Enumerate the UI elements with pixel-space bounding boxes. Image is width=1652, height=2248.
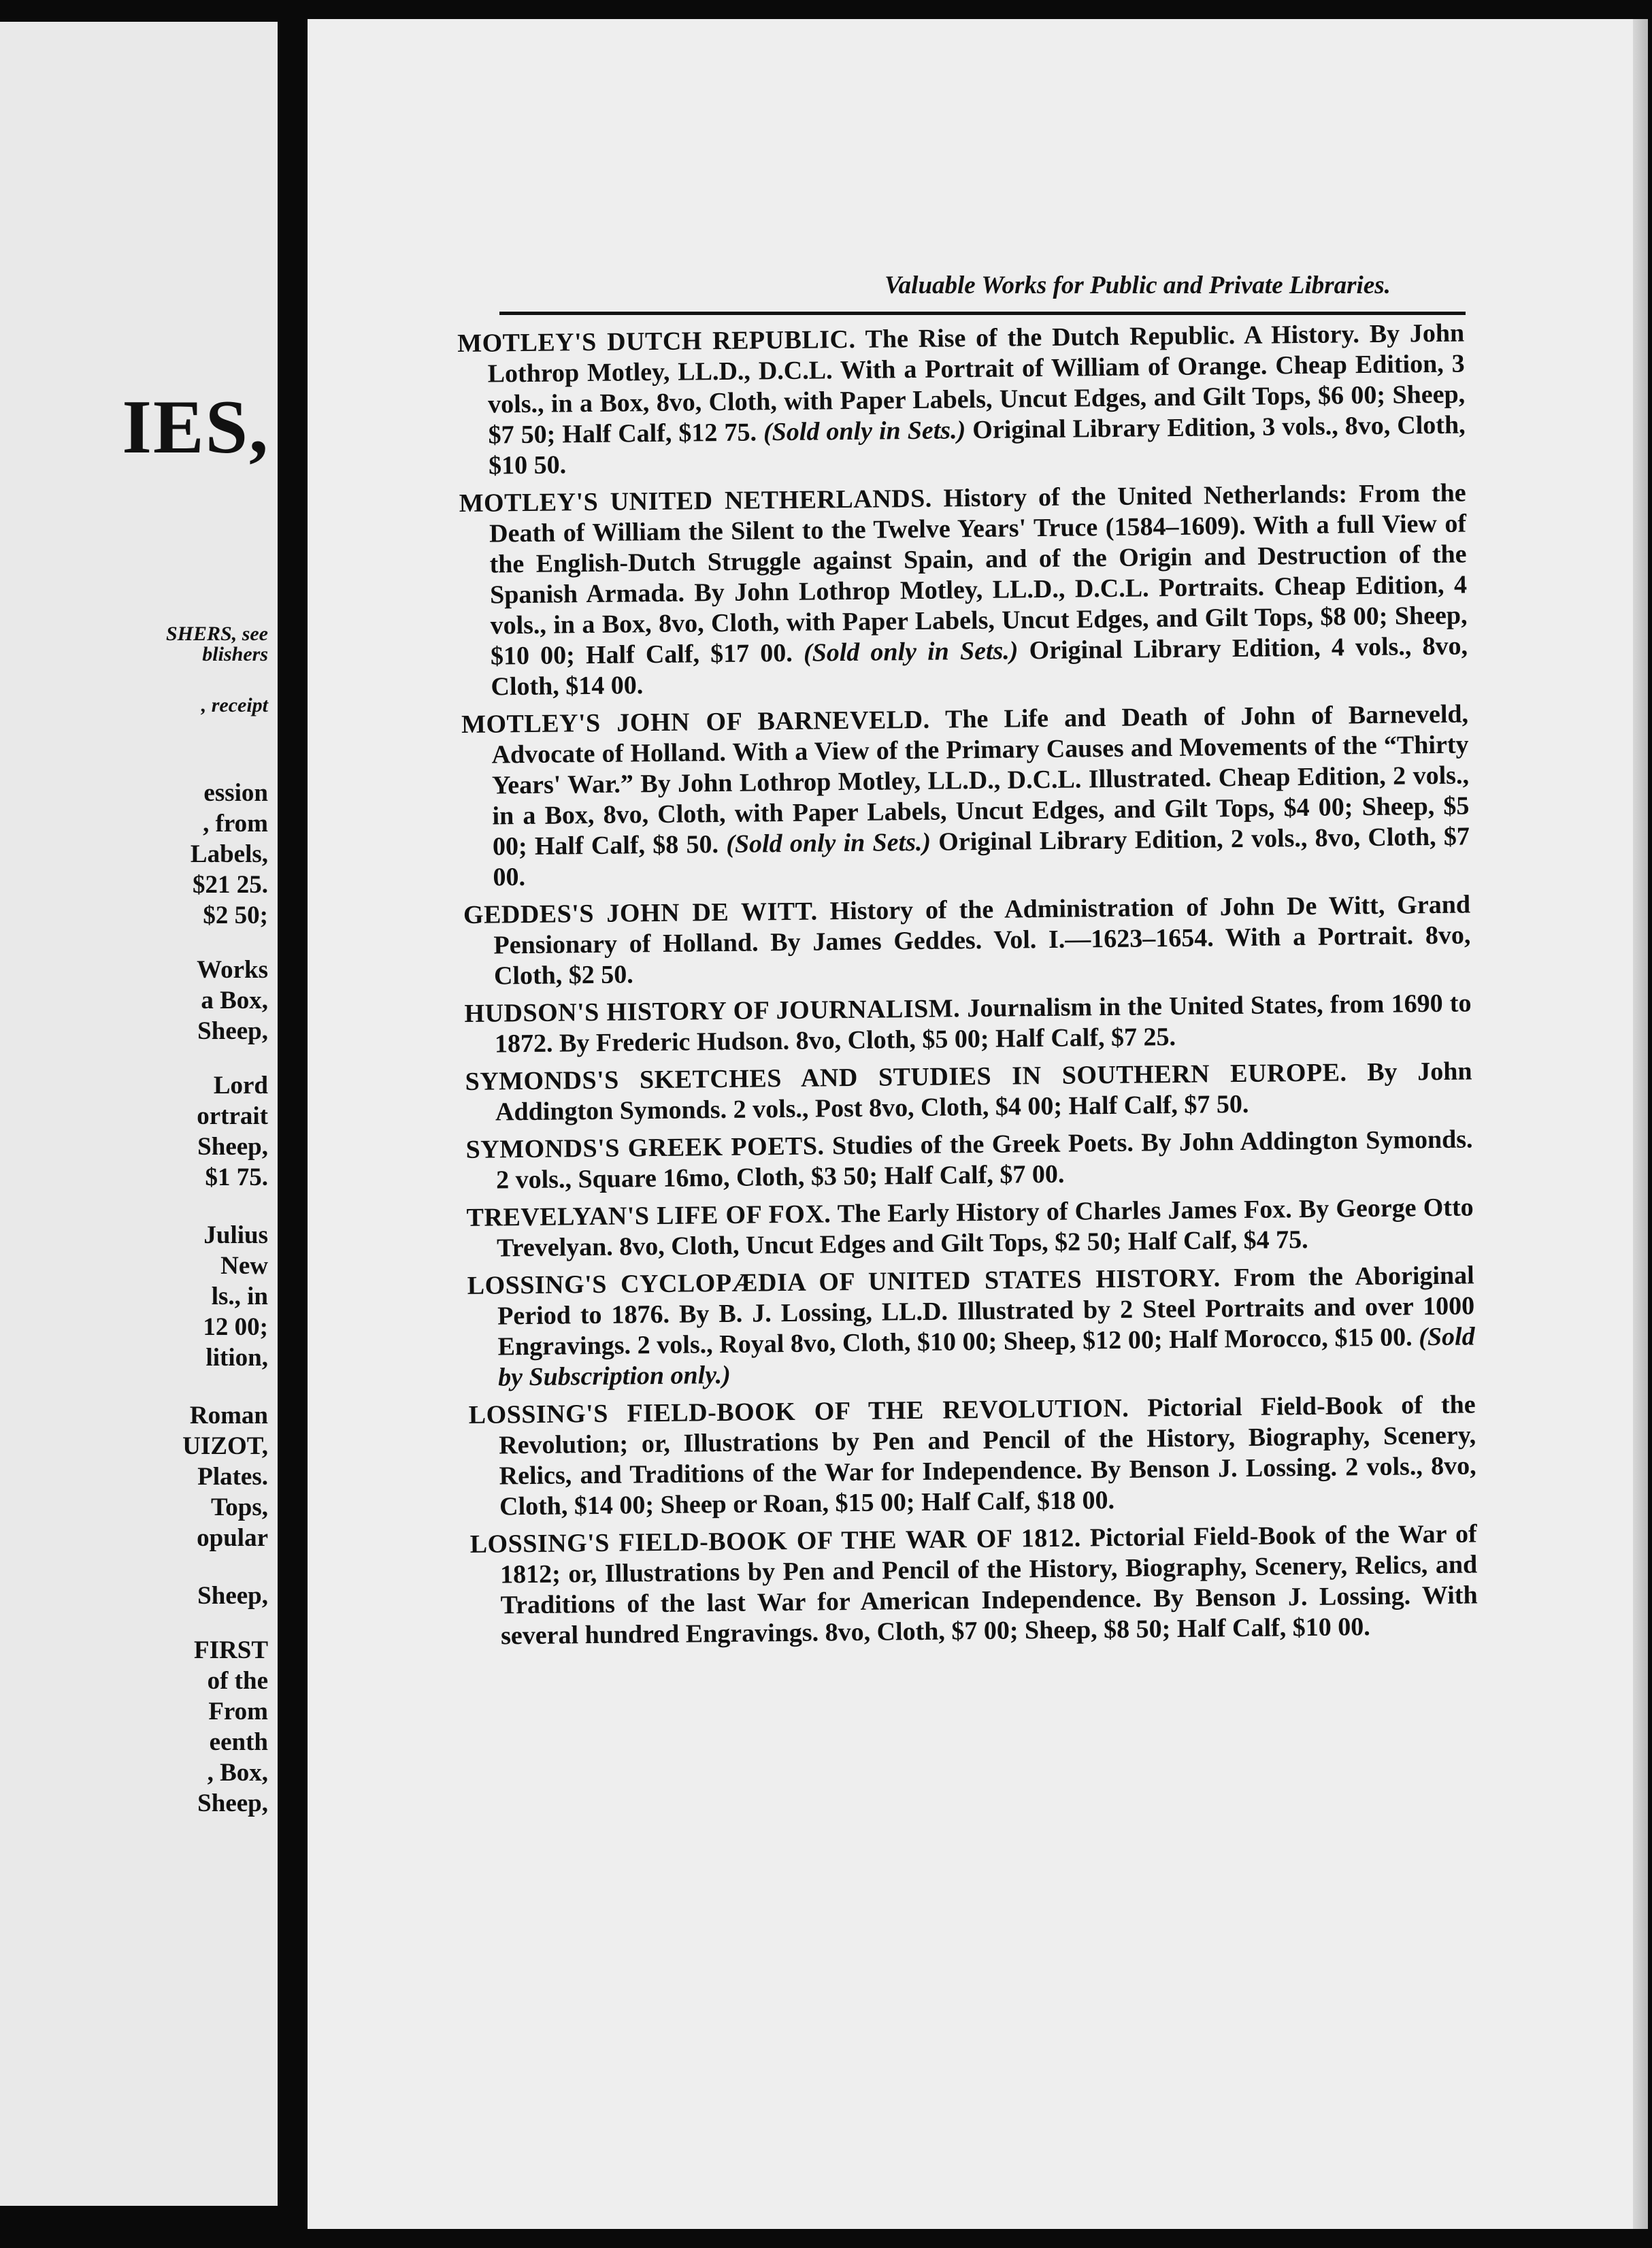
entry-tail: Original Library Edition, 4 vols., 8vo, Cloth, $14 00. <box>491 631 1468 701</box>
catalog-entry <box>465 1056 1472 1127</box>
entry-body: History of the United Netherlands: From the Death of William the Silent to the Twelve Years' Truce (1584–1609). With a full View of the English-Dutch Struggle against Spain, and of the Origin and Destruction of the Spanish Armada. By John Lothrop Motley, LL.D., D.C.L. Portraits. Cheap Edition, 4 vols., in a Box, 8vo, Cloth, with Paper Labels, Uncut Edges, and Gilt Tops, $8 00; Sheep, $10 00; Half Calf, $17 00. <box>489 478 1468 671</box>
entry-body: Studies of the Greek Poets. By John Addington Symonds. 2 vols., Square 16mo, Cloth, $3 50; Half Calf, $7 00. <box>495 1125 1473 1195</box>
entry-body: The Early History of Charles James Fox. By George Otto Trevelyan. 8vo, Cloth, Uncut Edges and Gilt Tops, $2 50; Half Calf, $4 75. <box>496 1193 1474 1263</box>
entry-note: (Sold only in Sets.) <box>726 827 931 859</box>
left-facing-page <box>0 22 278 2206</box>
left-page-line: Works <box>197 956 268 984</box>
catalog-entry <box>461 699 1470 893</box>
left-page-line: , Box, <box>207 1759 268 1787</box>
entry-heading: LOSSING'S FIELD-BOOK OF THE WAR OF 1812. <box>469 1523 1081 1559</box>
left-page-line: Sheep, <box>197 1017 268 1045</box>
page-edge-shadow <box>1633 19 1648 2229</box>
catalog-entry <box>467 1260 1476 1393</box>
catalog-entry <box>463 889 1471 991</box>
entry-body: Pictorial Field-Book of the War of 1812; or, Illustrations by Pen and Pencil of the History, Biography, Scenery, Relics, and Traditions of the last War for American Independence. By Benson J. Lossing. With several hundred Engravings. 8vo, Cloth, $7 00; Sheep, $8 50; Half Calf, $10 00. <box>499 1519 1478 1651</box>
left-page-title-fragment: IES, <box>122 385 269 469</box>
left-page-line: New <box>220 1252 268 1280</box>
left-page-line: lition, <box>205 1344 268 1372</box>
left-page-line: , receipt <box>201 694 268 716</box>
left-page-line: Sheep, <box>197 1582 268 1610</box>
entry-tail: Original Library Edition, 2 vols., 8vo, Cloth, $7 00. <box>493 822 1470 892</box>
entry-heading: LOSSING'S FIELD-BOOK OF THE REVOLUTION. <box>468 1393 1129 1429</box>
left-page-line: Sheep, <box>197 1789 268 1817</box>
left-page-line: Roman <box>189 1402 268 1429</box>
left-page-line: Julius <box>203 1221 268 1249</box>
entry-heading: MOTLEY'S DUTCH REPUBLIC. <box>457 325 856 358</box>
header-rule <box>499 312 1466 315</box>
catalog-entry <box>468 1389 1476 1522</box>
entry-tail: Original Library Edition, 3 vols., 8vo, Cloth, $10 50. <box>488 410 1466 480</box>
left-page-line: $1 75. <box>205 1163 268 1191</box>
entry-body: From the Aboriginal Period to 1876. By B. J. Lossing, LL.D. Illustrated by 2 Steel Portraits and over 1000 Engravings. 2 vols., Royal 8vo, Cloth, $10 00; Sheep, $12 00; Half Morocco, $15 00. <box>497 1261 1475 1361</box>
catalog-entries <box>457 318 1478 1659</box>
entry-body: The Life and Death of John of Barneveld, Advocate of Holland. With a View of the Primary Causes and Movements of the “Thirty Years' War.” By John Lothrop Motley, LL.D., D.C.L. Illustrated. Cheap Edition, 2 vols., in a Box, 8vo, Cloth, with Paper Labels, Uncut Edges, and Gilt Tops, $4 00; Sheep, $5 00; Half Calf, $8 50. <box>491 699 1470 861</box>
left-page-line: UIZOT, <box>182 1432 268 1460</box>
left-page-line: $2 50; <box>203 902 268 929</box>
entry-body: By John Addington Symonds. 2 vols., Post 8vo, Cloth, $4 00; Half Calf, $7 50. <box>495 1057 1472 1127</box>
left-page-line: of the <box>207 1667 268 1695</box>
entry-heading: SYMONDS'S SKETCHES AND STUDIES IN SOUTHERN EUROPE. <box>465 1058 1347 1096</box>
catalog-entry <box>469 1519 1478 1651</box>
left-page-line: ls., in <box>211 1283 268 1310</box>
catalog-entry <box>459 478 1468 702</box>
entry-heading: HUDSON'S HISTORY OF JOURNALISM. <box>464 994 961 1028</box>
left-page-line: Plates. <box>197 1463 268 1491</box>
entry-note: (Sold only in Sets.) <box>803 636 1019 667</box>
catalog-entry <box>457 318 1466 482</box>
left-page-line: 12 00; <box>203 1313 268 1341</box>
left-page-line: SHERS, see <box>165 623 268 645</box>
entry-body: Journalism in the United States, from 1690 to 1872. By Frederic Hudson. 8vo, Cloth, $5 00; Half Calf, $7 25. <box>494 989 1472 1059</box>
entry-heading: MOTLEY'S UNITED NETHERLANDS. <box>459 484 932 518</box>
left-page-line: FIRST <box>194 1636 268 1664</box>
catalog-entry <box>464 988 1472 1059</box>
catalog-entry <box>466 1192 1474 1263</box>
left-page-line: ession <box>203 779 268 807</box>
catalog-entry <box>465 1124 1473 1195</box>
entry-note: (Sold only in Sets.) <box>763 416 966 447</box>
left-page-line: Lord <box>213 1072 268 1100</box>
entry-body: Pictorial Field-Book of the Revolution; or, Illustrations by Pen and Pencil of the History, Biography, Scenery, Relics, and Traditions of the War for Independence. By Benson J. Lossing. 2 vols., 8vo, Cloth, $14 00; Sheep or Roan, $15 00; Half Calf, $18 00. <box>498 1390 1476 1521</box>
running-head: Valuable Works for Public and Private Libraries. <box>885 271 1391 299</box>
entry-heading: LOSSING'S CYCLOPÆDIA OF UNITED STATES HISTORY. <box>467 1263 1221 1300</box>
left-page-line: , from <box>203 810 268 838</box>
left-page-line: a Box, <box>201 987 268 1014</box>
entry-body: History of the Administration of John De Witt, Grand Pensionary of Holland. By James Geddes. Vol. I.—1623–1654. With a Portrait. 8vo, Cloth, $2 50. <box>493 890 1471 991</box>
left-page-line: ortrait <box>197 1102 268 1130</box>
right-page <box>308 19 1648 2229</box>
left-page-line: eenth <box>209 1728 268 1756</box>
left-page-line: $21 25. <box>193 871 268 899</box>
entry-heading: SYMONDS'S GREEK POETS. <box>465 1131 825 1164</box>
left-page-line: Labels, <box>190 840 268 868</box>
left-page-line: blishers <box>202 643 268 665</box>
entry-heading: GEDDES'S JOHN DE WITT. <box>463 897 818 929</box>
left-page-line: opular <box>197 1524 268 1552</box>
entry-heading: TREVELYAN'S LIFE OF FOX. <box>466 1200 831 1232</box>
left-page-line: From <box>208 1698 268 1725</box>
entry-note: (Sold by Subscription only.) <box>497 1322 1475 1392</box>
left-page-line: Sheep, <box>197 1133 268 1161</box>
left-page-line: Tops, <box>210 1493 268 1521</box>
entry-body: The Rise of the Dutch Republic. A History. By John Lothrop Motley, LL.D., D.C.L. With a Portrait of William of Orange. Cheap Edition, 3 vols., in a Box, 8vo, Cloth, with Paper Labels, Uncut Edges, and Gilt Tops, $6 00; Sheep, $7 50; Half Calf, $12 75. <box>487 318 1466 450</box>
entry-heading: MOTLEY'S JOHN OF BARNEVELD. <box>461 705 930 739</box>
